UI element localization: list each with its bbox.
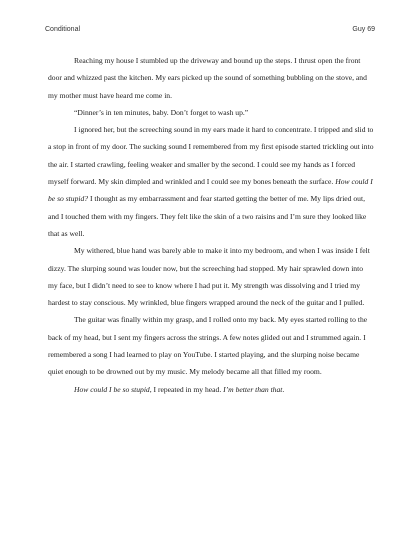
page-number: Guy 69 [352, 26, 375, 33]
italic-text: How could I be so stupid? [48, 177, 373, 204]
text-run: “Dinner’s in ten minutes, baby. Don’t forget to wash up.” [74, 107, 249, 117]
paragraph [48, 242, 374, 311]
paragraph [48, 311, 374, 380]
paragraph [48, 52, 374, 104]
paragraph [48, 104, 374, 121]
paragraph [48, 381, 374, 398]
text-run: . [282, 384, 285, 394]
text-run: , I repeated in my head. [149, 384, 224, 394]
running-title: Conditional [45, 26, 81, 33]
text-run: Reaching my house I stumbled up the driveway and bound up the steps. I thrust open the front door and whizzed past the kitchen. My ears picked up the sound of something bubbling on the stove, and my mother must have heard me come in. [48, 56, 367, 100]
text-run: My withered, blue hand was barely able to make it into my bedroom, and when I was inside I felt dizzy. The slurping sound was louder now, but the screeching had stopped. My hair sprawled down into my face, but I didn’t need to see to know where I had put it. My strength was dissolving and I tried my hardest to stay conscious. My wrinkled, blue fingers wrapped around the neck of the guitar and I pulled. [48, 246, 370, 308]
italic-text: How could I be so stupid [74, 384, 150, 394]
text-run: I thought as my embarrassment and fear started getting the better of me. My lips dried out, and I touched them with my fingers. They felt like the skin of a two raisins and I’m sure they looked like that as well. [48, 194, 367, 238]
paragraph [48, 121, 374, 242]
document-body [48, 52, 374, 398]
page-header [45, 26, 375, 38]
italic-text: I’m better than that [223, 384, 283, 394]
text-run: I ignored her, but the screeching sound in my ears made it hard to concentrate. I tripped and slid to a stop in front of my door. The sucking sound I remembered from my first episode started trickling out into the air. I started crawling, feeling weaker and smaller by the second. I could see my hands as I forced myself forward. My skin dimpled and wrinkled and I could see my bones beneath the surface. [48, 125, 374, 187]
text-run: The guitar was finally within my grasp, and I rolled onto my back. My eyes started rolling to the back of my head, but I sent my fingers across the strings. A few notes glided out and I strummed again. I remembered a song I had learned to play on YouTube. I started playing, and the slurping noise became quiet enough to be drowned out by my music. My melody became all that filled my room. [48, 315, 368, 377]
